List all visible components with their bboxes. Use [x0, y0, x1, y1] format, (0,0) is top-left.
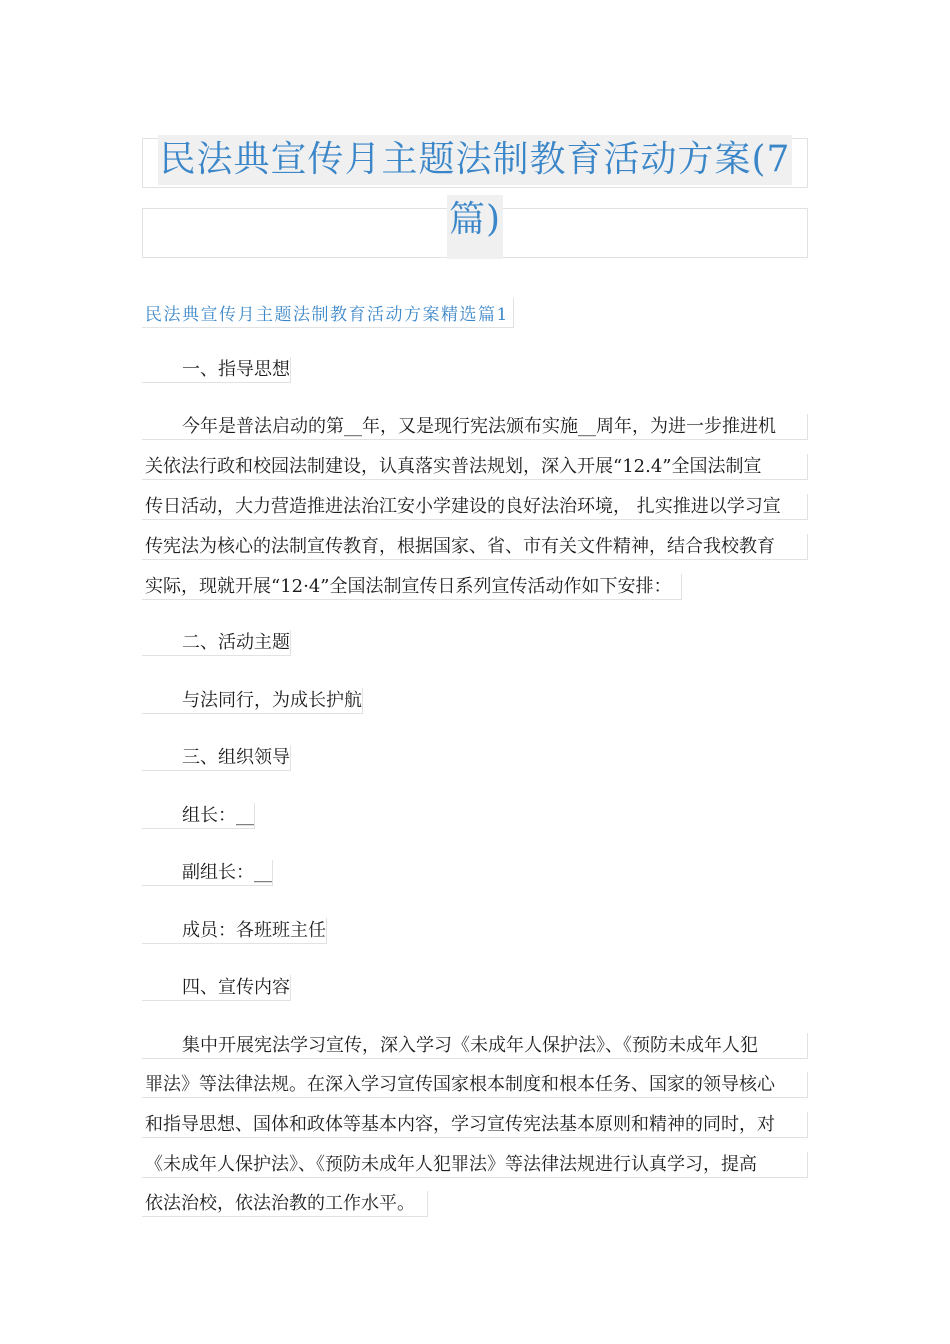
heading-activity-theme: 二、活动主题	[142, 630, 291, 656]
paragraph-2-line-5: 依法治校，依法治教的工作水平。	[142, 1191, 428, 1217]
paragraph-1-line-4: 传宪法为核心的法制宣传教育，根据国家、省、市有关文件精神，结合我校教育	[142, 534, 808, 560]
heading-guiding-ideology: 一、指导思想	[142, 357, 291, 383]
activity-theme-text: 与法同行，为成长护航	[142, 688, 363, 714]
section-heading: 民法典宣传月主题法制教育活动方案精选篇1	[142, 298, 514, 328]
document-title-line-2: 篇)	[447, 195, 503, 259]
paragraph-1-line-1: 今年是普法启动的第__年，又是现行宪法颁布实施__周年，为进一步推进机	[142, 414, 808, 440]
document-title-line-1: 民法典宣传月主题法制教育活动方案(7	[158, 135, 793, 185]
heading-organization: 三、组织领导	[142, 745, 291, 771]
paragraph-2-line-3: 和指导思想、国体和政体等基本内容，学习宣传宪法基本原则和精神的同时，对	[142, 1112, 808, 1138]
paragraph-1-line-2: 关依法行政和校园法制建设，认真落实普法规划，深入开展“12.4”全国法制宣	[142, 454, 808, 480]
paragraph-1-line-5: 实际，现就开展“12·4”全国法制宣传日系列宣传活动作如下安排：	[142, 574, 682, 600]
leader-line: 组长：__	[142, 803, 255, 829]
heading-publicity-content: 四、宣传内容	[142, 975, 291, 1001]
deputy-leader-line: 副组长：__	[142, 860, 273, 886]
paragraph-2-line-4: 《未成年人保护法》、《预防未成年人犯罪法》等法律法规进行认真学习，提高	[142, 1152, 808, 1178]
paragraph-2-line-2: 罪法》等法律法规。在深入学习宣传国家根本制度和根本任务、国家的领导核心	[142, 1072, 808, 1098]
title-line-1-box	[142, 138, 808, 188]
members-line: 成员：各班班主任	[142, 918, 327, 944]
paragraph-2-line-1: 集中开展宪法学习宣传，深入学习《未成年人保护法》、《预防未成年人犯	[142, 1033, 808, 1059]
title-line-2-box	[142, 199, 808, 258]
paragraph-1-line-3: 传日活动，大力营造推进法治江安小学建设的良好法治环境， 扎实推进以学习宣	[142, 494, 808, 520]
